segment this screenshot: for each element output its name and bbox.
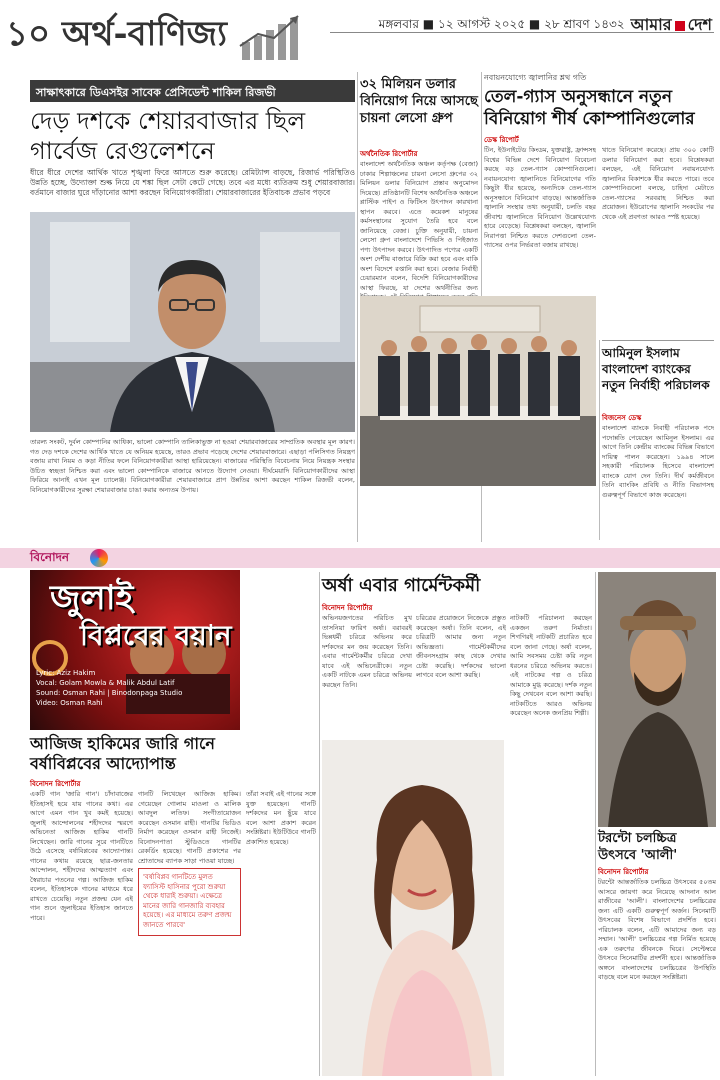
actress-photo (322, 740, 504, 1076)
article-body: গানটি লিখেছেন আজিজ হাকিম। গেয়েছেন গোলাম মাওলা ও মালিক আবদুল লতিফ। সংগীতায়োজন করেছেন ওসমান রাহী। গানটির ভিডিও নির্মাণ করেছেন ওসমান রাহী নিজেই। বিনোদনপাতা স্টুডিওতে গানটির রেকর্ডিং হয়েছে। গানটি প্রকাশের পর শ্রোতাদের ব্যাপক সাড়া পাওয়া যাচ্ছে। (138, 790, 241, 865)
article-headline: অর্ষা এবার গার্মেন্টকর্মী (322, 575, 481, 596)
column-divider (599, 340, 600, 540)
article-headline: তেল-গ্যাস অনুসন্ধানে নতুন বিনিয়োগ শীর্ষ কোম্পানিগুলোর (484, 87, 695, 129)
article-headline: ৩২ মিলিয়ন ডলার বিনিয়োগ নিয়ে আসছে চায়না লেসো গ্রুপ (360, 77, 478, 126)
article-byline: বিনোদন রিপোর্টার (322, 604, 373, 612)
article-kicker: নবায়নযোগ্যে জ্বালানির শ্লথ গতি (484, 73, 587, 82)
poster-subtitle: বিপ্লবের বয়ান (80, 619, 232, 652)
article-body: অভিনয়জগতের পরিচিত মুখ তাসনিয়া ফারিণ অর্ষা। বরাবরই ভিন্নধর্মী চরিত্রে অভিনয় করে দর্শকদের মন জয় করেছেন তিনি। এবার গার্মেন্টকর্মীর চরিত্রে দেখা যাবে এই অভিনেত্রীকে। নতুন একটি নাটকে এমন চরিত্রে অভিনয় করছেন তিনি। (322, 614, 412, 689)
article-byline: বিনোদন রিপোর্টার (30, 780, 81, 788)
group-photo-illustration (360, 296, 596, 486)
article-byline: অর্থনৈতিক রিপোর্টার (360, 150, 418, 158)
article-body: নাটকটি পরিচালনা করছেন একজন তরুণ নির্মাতা। শিগগিরই নাটকটি প্রচারিত হবে বলে জানা গেছে। অর্ষা বলেন, আমি সবসময় চেষ্টা করি নতুন ধরনের চরিত্রে অভিনয় করতে। এই নাটকের গল্প ও চরিত্র আমাকে মুগ্ধ করেছে। দর্শক নতুন কিছু দেখবেন বলে আশা করছি। নাটকটিতে আরও অভিনয় করেছেন অনেক জনপ্রিয় শিল্পী। (510, 614, 592, 717)
column-divider (595, 572, 596, 1076)
article-body: বাংলাদেশ ব্যাংকে নিবাহী পরিচালক পদে পদোন্নতি পেয়েছেন আমিনুল ইসলাম। এর আগে তিনি কেন্দ্রীয় ব্যাংকের বিভিন্ন বিভাগে দায়িত্ব পালন করেছেন। ১৯৯৪ সালে সহকারী পরিচালক হিসেবে বাংলাদেশ ব্যাংকে যোগ দেন তিনি। দীর্ঘ কর্মজীবনে তিনি ব্যাংকিং প্রবিধি ও নীতি বিভাগসহ গুরুত্বপূর্ণ বিভাগে কাজ করেছেন। (602, 424, 714, 499)
page-section-title: ১০ অর্থ-বাণিজ্য (6, 14, 227, 54)
actor-illustration (598, 572, 716, 827)
article-headline: টরন্টো চলচ্চিত্র উৎসবে 'আলী' (598, 831, 678, 863)
article-kicker: সাক্ষাৎকারে ডিএসইর সাবেক প্রেসিডেন্ট শাকিল রিজভী (30, 80, 355, 102)
article-byline: ডেস্ক রিপোর্ট (484, 136, 519, 144)
actress-illustration (322, 740, 504, 1076)
article-body: টিন, ইউনাইটেড কিংডম, যুক্তরাষ্ট্র, ফ্রান্সসহ বিশ্বের বিভিন্ন দেশে বিনিয়োগ বিবেচনা করছে বড় তেল-গ্যাস কোম্পানিগুলো। নবায়নযোগ্য জ্বালানিতে বিনিয়োগের গতি কিছুটা ধীর হয়েছে, অন্যদিকে তেল-গ্যাস অনুসন্ধানে বিনিয়োগ বাড়ছে। আন্তর্জাতিক জ্বালানি সংস্থার তথ্য অনুযায়ী, চলতি বছর জীবাশ্ম জ্বালানিতে বিনিয়োগ উল্লেখযোগ্য হারে বেড়েছে। বিশ্লেষকরা বলছেন, জ্বালানি নিরাপত্তা নিশ্চিত করতে দেশগুলো তেল-গ্যাসের ওপর নির্ভরতা বজায় রাখছে। (484, 146, 596, 249)
article-body: খাতে বিনিয়োগ করেছে। প্রায় ৩০০ কোটি ডলার বিনিয়োগ করা হবে। বিশ্লেষকরা বলছেন, এই বিনিয়োগ নবায়নযোগ্য জ্বালানির বিকাশকে ধীর করতে পারে। তবে কোম্পানিগুলো বলছে, চাহিদা মেটাতে তেল-গ্যাসের সরবরাহ নিশ্চিত করা প্রয়োজন। ইউরোপের জ্বালানি সংকটের পর থেকে এই প্রবণতা আরও স্পষ্ট হয়েছে। (602, 146, 714, 221)
article-headline: আজিজ হাকিমের জারি গানে বর্ষাবিপ্লবের আদ্যোপান্ত (30, 734, 215, 773)
section-band (0, 548, 720, 568)
article-body: টরন্টো আন্তর্জাতিক চলচ্চিত্র উৎসবের ৫০তম আসরে জায়গা করে নিয়েছে আদনান আল রাজীবের 'আলী'। বাংলাদেশের চলচ্চিত্রের জন্য এটি একটি গুরুত্বপূর্ণ অর্জন। সিনেমাটি উৎসবের বিশেষ বিভাগে প্রদর্শিত হবে। পরিচালক বলেন, এটি আমাদের জন্য বড় সম্মান। 'আলী' চলচ্চিত্রের গল্প নির্মিত হয়েছে এক তরুণের জীবনকে ঘিরে। সেপ্টেম্বরে উৎসবে সিনেমাটির প্রদর্শনী হবে। আন্তর্জাতিক অঙ্গনে বাংলাদেশের চলচ্চিত্রের উপস্থিতি বাড়ছে বলে মনে করছেন সংশ্লিষ্টরা। (598, 878, 716, 981)
article-headline: দেড় দশকে শেয়ারবাজার ছিল গার্বেজ রেগুলেশনে (30, 107, 306, 165)
article-body: তাঁরা সবাই এই গানের সঙ্গে যুক্ত হয়েছেন। গানটি দর্শকদের মন ছুঁয়ে যাবে বলে আশা প্রকাশ করেন সংশ্লিষ্টরা। ইউটিউবে গানটি প্রকাশিত হয়েছে। (246, 790, 316, 846)
portrait-photo (30, 212, 355, 432)
article-body: তারল্য সংকট, দুর্বল কোম্পানির আধিক্য, ভালো কোম্পানি তালিকাভুক্ত না হওয়া শেয়ারবাজারের সাম্প্রতিক অবস্থার মূল কারণ। গত দেড় দশকে দেশের আর্থিক খাতে যে অনিয়ম হয়েছে, তারও প্রভাব পড়েছে দেশের শেয়ারবাজারে। এছাড়া পলিসিগত নিয়ন্ত্রণ বজায় রাখা নিয়ম ও কড়া নীতির ফলে বিনিয়োগকারীরা আস্থা হারিয়েছেন। বাজারের পরিস্থিতি বিবেচনায় নিয়ে নিয়ন্ত্রক সংস্থার উচিত স্বচ্ছতা নিশ্চিত করা এবং ভালো কোম্পানিকে বাজারে আনতে উদ্যোগ নেওয়া। দীর্ঘমেয়াদি বিনিয়োগকারীদের আস্থা ফিরিয়ে আনাই এখন মূল চ্যালেঞ্জ। বিনিয়োগকারীরা শেয়ারবাজারে প্রাণ উন্নতির আশা করছেন শাকিল রিজভী বলেন, বিনিয়োগকারীদের সুরক্ষা শেয়ারবাজার চাঙা করার অন্যতম উপায়। (30, 438, 355, 494)
signing-ceremony-photo (360, 296, 596, 486)
bar-chart-icon (238, 12, 328, 62)
article-headline: আমিনুল ইসলাম বাংলাদেশ ব্যাংকের নতুন নির্বাহী পরিচালক (602, 346, 710, 392)
article-byline: বিজনেস ডেস্ক (602, 414, 642, 422)
column-divider (319, 572, 320, 1076)
row-divider (602, 340, 714, 341)
pull-quote: 'বর্ষাবিপ্লব গানটিতে মুলত ফ্যাসিস্ট হাসিনার পুরো শুরুয়া থেকে ধারাই শুরুয়া। এক্ষেত্রে মানের জারি গানজারি ব্যবহার হয়েছে। এর মাধ্যমে তরুণ প্রজন্ম জানতে পারবে' (138, 868, 241, 936)
section-label: বিনোদন (30, 550, 70, 564)
logo-square-icon (675, 21, 685, 31)
article-body: বাংলাদেশ অর্থনৈতিক অঞ্চল কর্তৃপক্ষ (বেজা) ঢাকার শিল্পাঞ্চলের চায়না লেসো গ্রুপের ৩২ মিলিয়ন ডলার বিনিয়োগ প্রস্তাব অনুমোদন দিয়েছে। প্রতিষ্ঠানটি বিশেষ অর্থনৈতিক অঞ্চলে প্লাস্টিক পাইপ ও ফিটিংস উৎপাদন কারখানা স্থাপন করবে। এতে কয়েকশ মানুষের কর্মসংস্থানের সুযোগ তৈরি হবে বলে জানিয়েছে বেজা। চুক্তি অনুযায়ী, চায়না লেসো গ্রুপ বাংলাদেশে পিভিসি ও পিইজাত পণ্য উৎপাদন করবে। উৎপাদিত পণ্যের একটি অংশ দেশীয় বাজারে বিক্রি করা হবে এবং বাকি অংশ বিদেশে রপ্তানি করা হবে। বেজার নির্বাহী চেয়ারম্যান বলেন, বিদেশি বিনিয়োগকারীদের আস্থা ফিরছে, যা দেশের অর্থনীতির জন্য (360, 160, 478, 292)
section-logo-icon (90, 549, 108, 567)
poster-title: জুলাই (50, 578, 134, 618)
header-meta (379, 12, 712, 39)
newspaper-logo: আমার দেশ (630, 15, 712, 34)
article-lead: ধীরে ধীরে দেশের আর্থিক খাতে শৃঙ্খলা ফিরে আসতে শুরু করেছে। রেমিট্যান্স বাড়ছে, রিজার্ভ পরিস্থিতিও উন্নতি হচ্ছে, উদ্যোক্তা শুল্ক নিয়ে যে শঙ্কা ছিল সেটা কেটে গেছে। তবে এর মধ্যে ব্যতিক্রম শুধু শেয়ারবাজার। বর্তমানে বাজার ঘুরে দাঁড়ানোর আশা করছেন বিনিয়োগকারীরা। শেয়ারবাজারের ইতিবাচক প্রভাব পড়বে (30, 168, 355, 197)
article-byline: বিনোদন রিপোর্টার (598, 868, 649, 876)
movie-still-photo (598, 572, 716, 827)
poster-credits: Lyric: Aziz Hakim Vocal: Golam Mowla & Malik Abdul Latif Sound: Osman Rahi | Binodonpaga Studio Video: Osman Rahi (36, 669, 183, 707)
article-body: চরিত্রের প্রয়োজনে নিজেকে প্রস্তুত করেছেন অর্ষা। তিনি বলেন, এই চরিত্রটি আমার জন্য নতুন অভিজ্ঞতা। গার্মেন্টকর্মীদের জীবনসংগ্রাম কাছ থেকে দেখার চেষ্টা করেছি। দর্শকদের ভালো লাগবে বলে আশা করছি। (416, 614, 506, 679)
page-header (0, 0, 720, 72)
issue-date: মঙ্গলবার ■ ১২ আগস্ট ২০২৫ ■ ২৮ শ্রাবণ ১৪৩২ (378, 16, 625, 31)
column-divider (357, 72, 358, 542)
person-illustration (30, 212, 355, 432)
article-body: একটি গান 'জারি গান'। চাঁদাবাজের ইতিহাসই হয়ে যায় গানের কথা। এর আগে এমন গান খুব কমই হয়েছে। জুলাই আন্দোলনের শহীদদের স্মরণে অভিনেতা আজিজ হাকিম গানটি লিখেছেন। জারি গানের সুরে গানটিতে উঠে এসেছে বর্ষাবিপ্লবের আদ্যোপান্ত। গানের কথায় রয়েছে ছাত্র-জনতার আন্দোলন, শহীদদের আত্মত্যাগ এবং স্বৈরাচার পতনের গল্প। আজিজ হাকিম বলেন, ইতিহাসকে গানের মাধ্যমে ধরে রাখতে চেয়েছি। নতুন প্রজন্ম যেন এই গান শুনে জুলাইয়ের ইতিহাস জানতে পারে। (30, 790, 133, 922)
